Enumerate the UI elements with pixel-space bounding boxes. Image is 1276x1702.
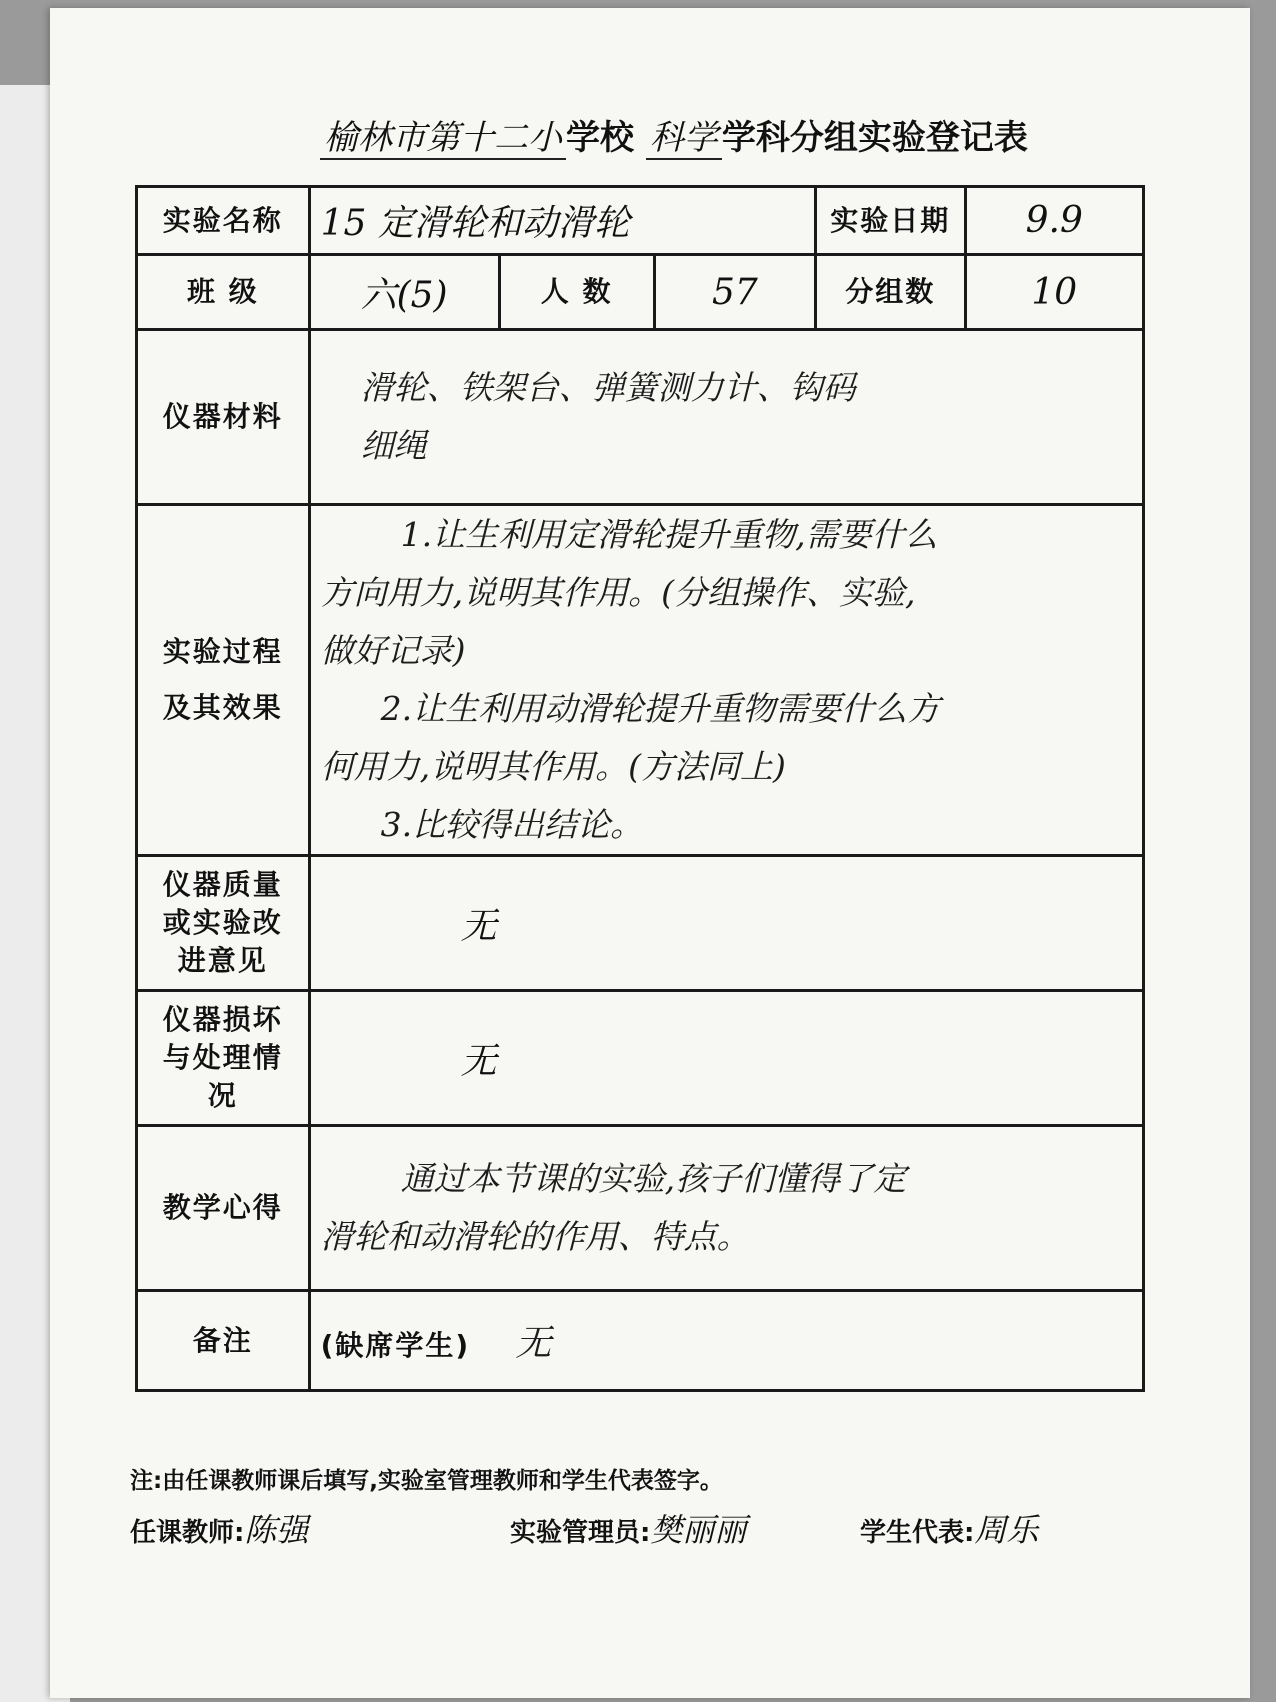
process-line: 3.比较得出结论。 [380, 805, 644, 844]
teacher-sig: 陈强 [244, 1511, 309, 1549]
remarks-label: 备注 [137, 1291, 310, 1391]
class-label: 班 级 [137, 255, 310, 330]
admin-label: 实验管理员: [510, 1518, 651, 1548]
school-suffix: 学校 [566, 118, 634, 158]
materials-line: 细绳 [360, 426, 427, 465]
quality-label: 仪器质量或实验改进意见 [137, 856, 310, 991]
experiment-date-label: 实验日期 [815, 187, 965, 255]
admin-signature[interactable] [510, 1505, 746, 1551]
group-count-label: 分组数 [815, 255, 965, 330]
subject-handwritten: 科学 [646, 118, 722, 160]
form-title [320, 110, 1028, 159]
absent-students-value: 无 [515, 1323, 552, 1364]
experiment-form-table [135, 185, 1145, 1392]
materials-line: 滑轮、铁架台、弹簧测力计、钩码 [360, 368, 856, 407]
student-signature[interactable] [860, 1505, 1038, 1551]
process-line: 何用力,说明其作用。(方法同上) [320, 747, 786, 786]
absent-students-label: (缺席学生) [320, 1329, 471, 1362]
process-line: 1.让生利用定滑轮提升重物,需要什么 [400, 515, 938, 554]
student-label: 学生代表: [860, 1518, 975, 1548]
teaching-line: 通过本节课的实验,孩子们懂得了定 [400, 1159, 907, 1198]
experiment-name-label: 实验名称 [137, 187, 310, 255]
student-sig: 周乐 [974, 1511, 1039, 1549]
teaching-value[interactable] [309, 1126, 1143, 1291]
experiment-name-value[interactable]: 15 定滑轮和动滑轮 [309, 187, 815, 255]
process-line: 做好记录) [320, 631, 466, 670]
student-count-label: 人 数 [499, 255, 654, 330]
damage-value[interactable]: 无 [309, 991, 1143, 1126]
group-count-value[interactable]: 10 [965, 255, 1143, 330]
materials-label: 仪器材料 [137, 330, 310, 505]
title-suffix: 学科分组实验登记表 [721, 118, 1028, 158]
process-label: 实验过程及其效果 [137, 505, 310, 856]
process-line: 方向用力,说明其作用。(分组操作、实验, [320, 573, 916, 612]
damage-label: 仪器损坏与处理情况 [137, 991, 310, 1126]
process-value[interactable] [309, 505, 1143, 856]
footer-note: 注:由任课教师课后填写,实验室管理教师和学生代表签字。 [130, 1468, 723, 1494]
admin-sig: 樊丽丽 [650, 1511, 747, 1549]
student-count-value[interactable]: 57 [654, 255, 815, 330]
experiment-date-value[interactable]: 9.9 [965, 187, 1143, 255]
quality-value[interactable]: 无 [309, 856, 1143, 991]
teaching-label: 教学心得 [137, 1126, 310, 1291]
class-value[interactable]: 六(5) [309, 255, 499, 330]
teacher-signature[interactable] [130, 1505, 308, 1551]
remarks-value[interactable] [309, 1291, 1143, 1391]
materials-value[interactable] [309, 330, 1143, 505]
school-name-handwritten: 榆林市第十二小 [320, 118, 566, 160]
teacher-label: 任课教师: [130, 1518, 245, 1548]
process-line: 2.让生利用动滑轮提升重物需要什么方 [380, 689, 941, 728]
teaching-line: 滑轮和动滑轮的作用、特点。 [320, 1217, 750, 1256]
